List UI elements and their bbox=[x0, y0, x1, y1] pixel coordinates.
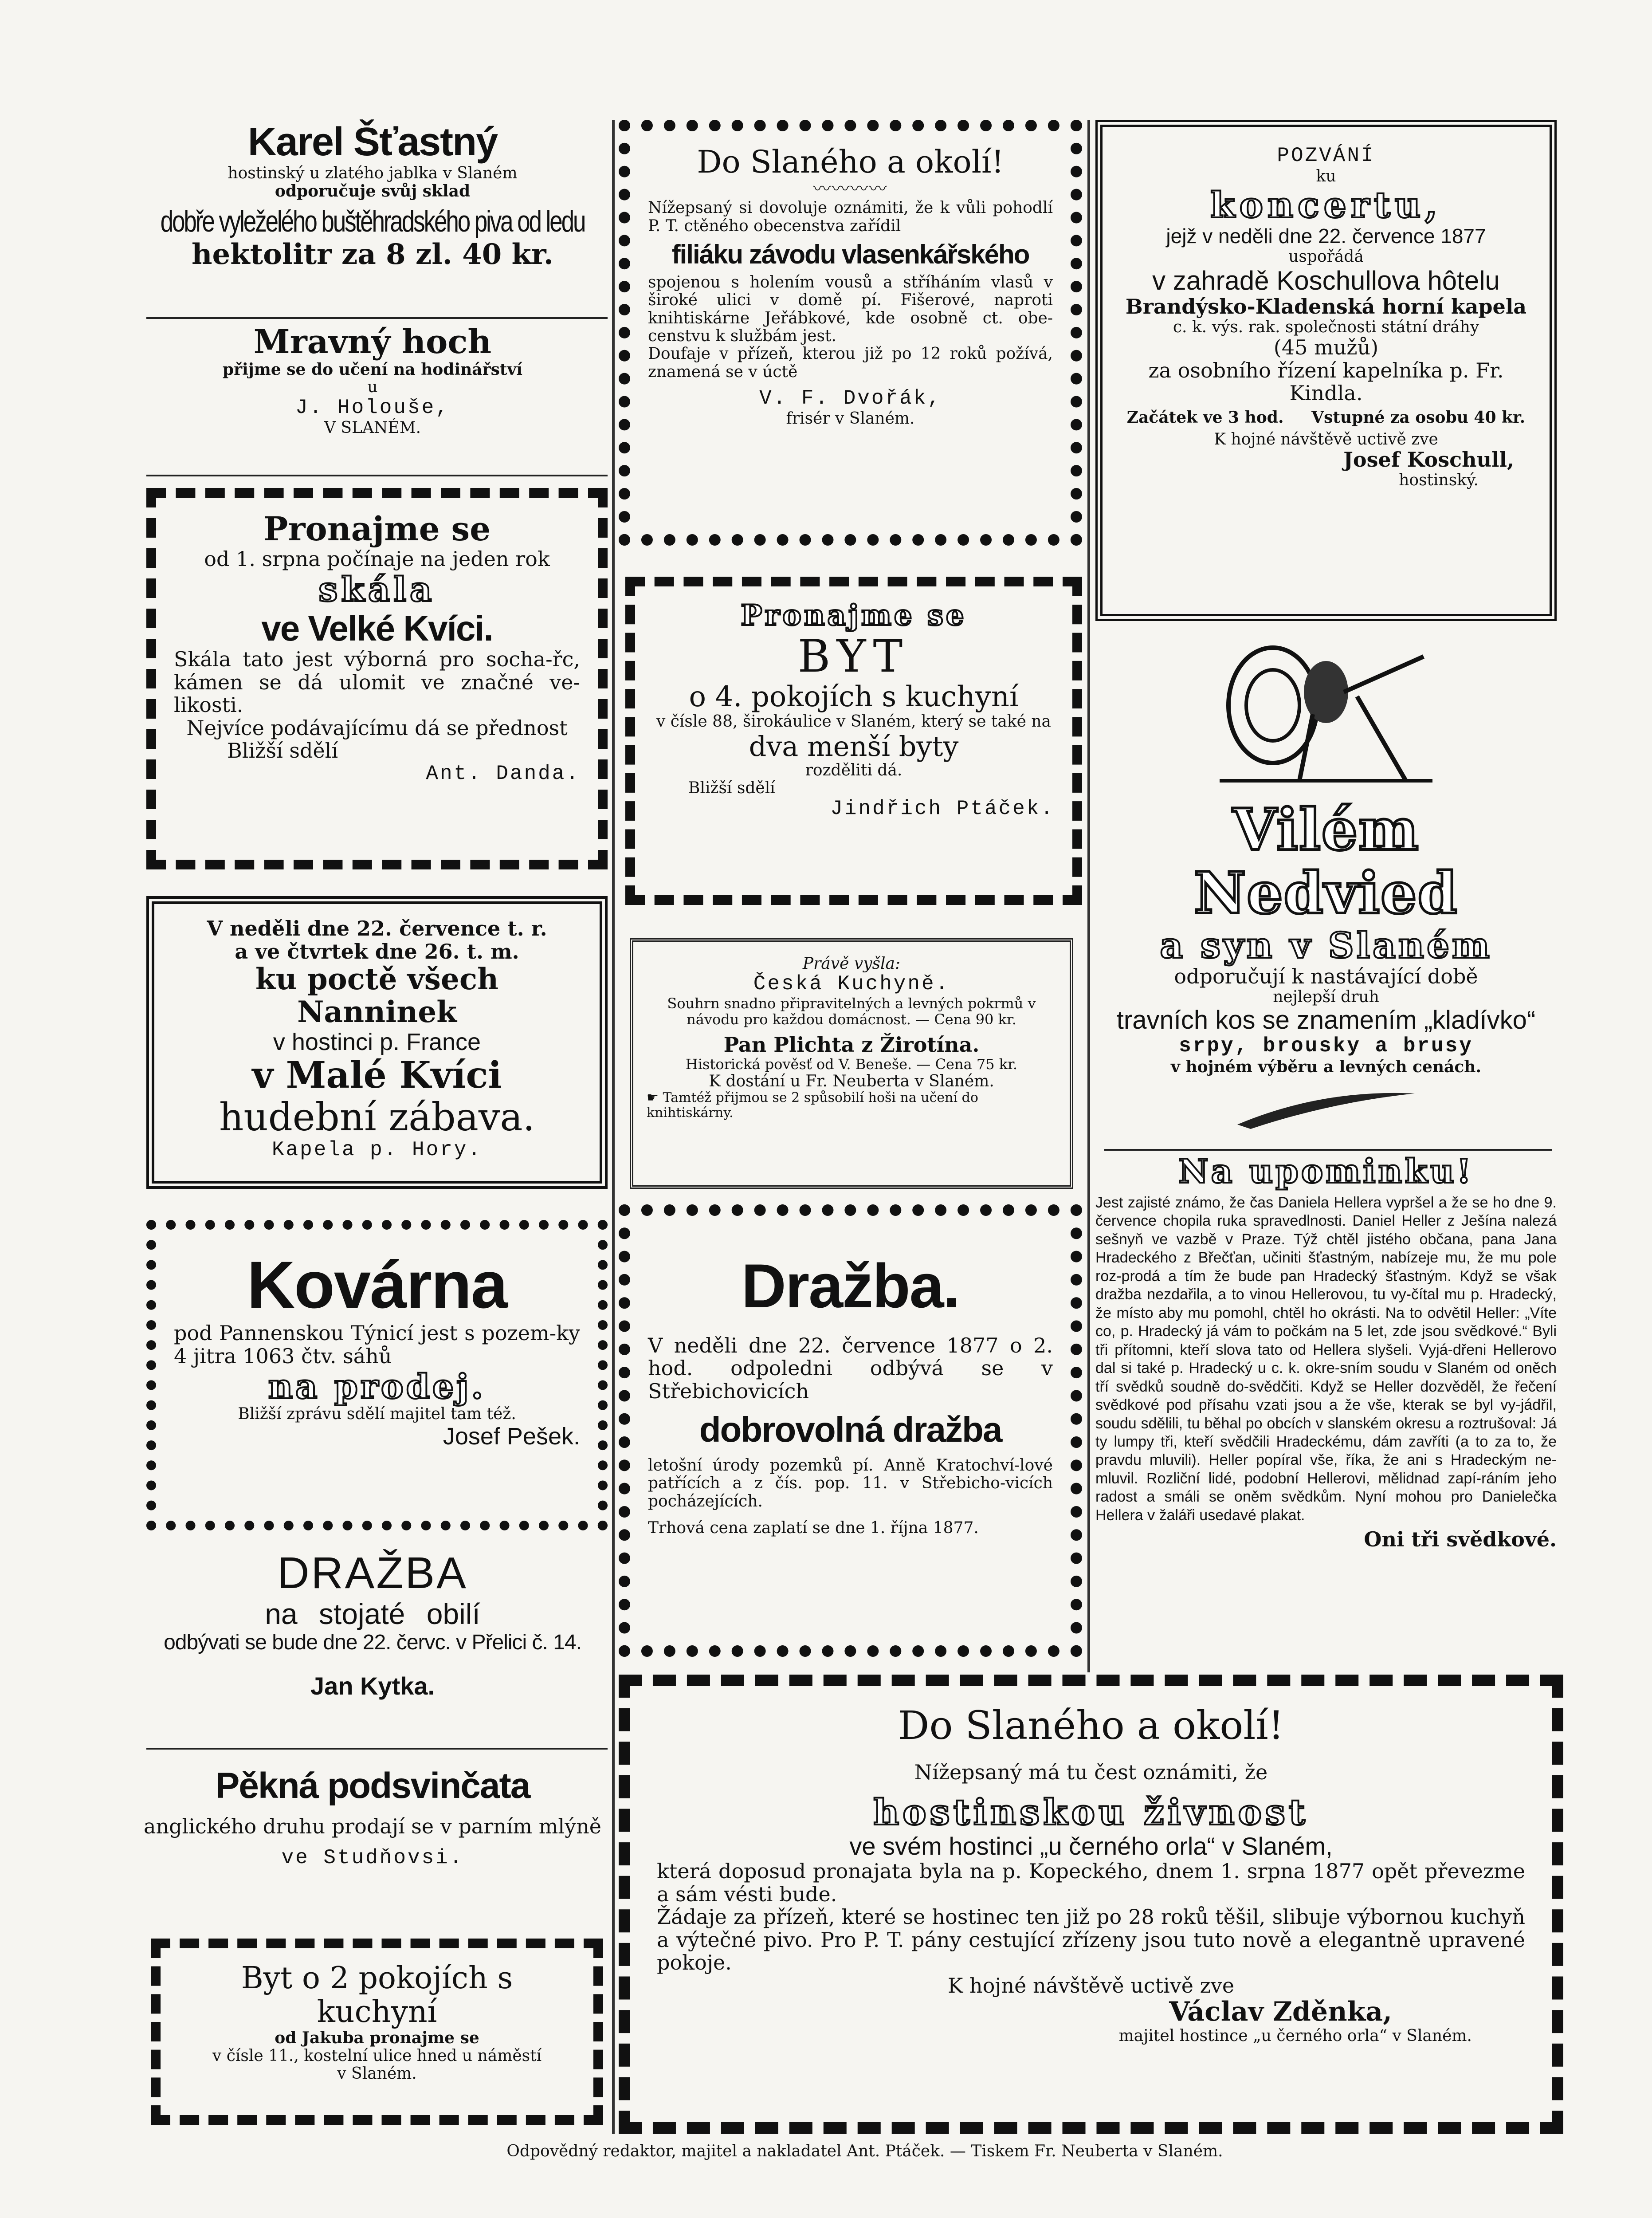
ad-kovarna-sale: na prodej. bbox=[268, 1367, 486, 1407]
ad-drazba-line2: letošní úrody pozemků pí. Anně Kratochví-lové patřících a z čís. pop. 11. v Střebicho-vicích pocházejících. bbox=[648, 1456, 1053, 1510]
column-rule-left bbox=[612, 120, 615, 2134]
ad-nedvied-line3: nejlepší druh bbox=[1273, 987, 1379, 1006]
ad-kovarna-sign: Josef Pešek. bbox=[443, 1423, 580, 1450]
ad-kucharka-line2: Souhrn snadno připravitelných a levných pokrmů v návodu pro každou domácnost. — Cena 90 kr. bbox=[667, 995, 1036, 1028]
ad-nanninek-line3: ku poctě všech Nanninek bbox=[255, 962, 499, 1029]
ad-dvorak-text: spojenou s holením vousů a stříháním vlasů v široké ulici v domě pí. Fišerové, naproti knihtiskárne Jeřábkové, kde osobně ct. obe-censtvu k službám jest. bbox=[648, 273, 1053, 345]
ad-drazba-line1: V neděli dne 22. července 1877 o 2. hod. odpoledni odbývá se v Střebichovicích bbox=[648, 1333, 1053, 1403]
ad-stastny-line3: dobře vyleželého buštěhradského piva od ledu bbox=[160, 204, 585, 239]
ad-byt2-line1: od Jakuba pronajme se bbox=[275, 2029, 479, 2048]
ad-skala-line1: od 1. srpna počínaje na jeden rok bbox=[204, 547, 550, 571]
ad-nedvied-line1: a syn v Slaném bbox=[1160, 924, 1492, 966]
ad-dvorak-divider: 〰〰〰〰 bbox=[813, 179, 888, 200]
ad-orel-line2: ve svém hostinci „u černého orla“ v Slaném, bbox=[849, 1832, 1333, 1860]
ad-skala-title: Pronajme se bbox=[263, 510, 491, 548]
ad-drazba-obili-line1: na stojaté obilí bbox=[265, 1597, 480, 1630]
ad-koncert-line3: jejž v neděli dne 22. července 1877 bbox=[1166, 224, 1486, 248]
ad-kovarna-title: Kovárna bbox=[247, 1247, 507, 1322]
ad-orel bbox=[619, 1675, 1563, 2134]
rule-3 bbox=[146, 1748, 608, 1750]
ad-orel-text3: K hojné návštěvě uctivě zve bbox=[947, 1973, 1235, 1998]
ad-orel-sign: Václav Zděnka, bbox=[1169, 1996, 1392, 2028]
ad-nanninek-line1: V neděli dne 22. července t. r. bbox=[207, 916, 547, 940]
ad-orel-title: Do Slaného a okolí! bbox=[898, 1703, 1284, 1748]
ad-kucharka-title2: Pan Plichta z Žirotína. bbox=[723, 1033, 980, 1057]
ad-skala-word: skála bbox=[318, 570, 436, 610]
ad-skala-place: ve Velké Kvíci. bbox=[261, 608, 493, 648]
ad-byt4-title: Pronajme se bbox=[741, 599, 967, 632]
ad-koncert-line6: Brandýsko-Kladenská horní kapela bbox=[1125, 295, 1527, 319]
ad-skala-sign: Ant. Danda. bbox=[426, 762, 580, 785]
ad-dvorak bbox=[619, 120, 1082, 546]
ad-orel-line1: Nížepsaný má tu čest oznámiti, že bbox=[914, 1760, 1268, 1784]
ad-hoch-place: V SLANÉM. bbox=[324, 419, 421, 437]
ad-podsvincata-line1: anglického druhu prodají se v parním mlýně bbox=[144, 1814, 601, 1838]
ad-kovarna bbox=[146, 1220, 608, 1530]
ad-koncert-line2: ku bbox=[1316, 167, 1336, 185]
ad-koncert-title: koncertu, bbox=[1210, 184, 1442, 226]
ad-stastny-line1: hostinský u zlatého jablka v Slaném bbox=[228, 164, 518, 182]
ad-koncert-line9: za osobního řízení kapelníka p. Fr. Kindla. bbox=[1148, 358, 1504, 405]
ad-dvorak-headline: filiáku závodu vlasenkářského bbox=[671, 239, 1029, 269]
ad-kucharka bbox=[630, 938, 1073, 1189]
ad-hoch-line1: přijme se do učení na hodinářství bbox=[222, 360, 523, 379]
ad-byt4-line1: o 4. pokojích s kuchyní bbox=[689, 680, 1019, 713]
ad-podsvincata-line2: ve Studňovsi. bbox=[281, 1846, 464, 1870]
rule-1 bbox=[146, 317, 608, 319]
ad-drazba-obili bbox=[137, 1548, 608, 1770]
ad-kucharka-title1: Česká Kuchyně. bbox=[753, 972, 950, 996]
column-rule-right bbox=[1087, 120, 1090, 1672]
ad-koncert bbox=[1095, 120, 1557, 621]
ad-hoch-line2: u bbox=[367, 378, 378, 397]
ad-hoch bbox=[137, 324, 608, 470]
ad-byt4-line4: rozděliti dá. bbox=[805, 761, 903, 780]
ad-dvorak-sign: V. F. Dvořák, bbox=[759, 386, 942, 410]
ad-stastny-line4: hektolitr za 8 zl. 40 kr. bbox=[192, 237, 553, 271]
ad-nanninek-line7: Kapela p. Hory. bbox=[271, 1138, 483, 1162]
ad-koncert-line7: c. k. výs. rak. společnosti státní dráhy bbox=[1173, 318, 1479, 336]
ad-dvorak-intro: Nížepsaný si dovoluje oznámiti, že k vůli pohodlí P. T. ctěného obecenstva zařídil bbox=[648, 199, 1053, 235]
ad-drazba-obili-sign: Jan Kytka. bbox=[310, 1671, 435, 1700]
ad-drazba-obili-line2: odbývati se bude dne 22. červc. v Přelici č. 14. bbox=[164, 1630, 581, 1654]
ad-skala-line2: Nejvíce podávajícímu dá se přednost bbox=[186, 716, 568, 740]
pointing-hand-icon: ☛ bbox=[647, 1090, 659, 1106]
ad-hoch-title: Mravný hoch bbox=[253, 323, 492, 361]
ad-drazba bbox=[619, 1204, 1082, 1657]
ad-byt2 bbox=[151, 1939, 603, 2125]
ad-nedvied bbox=[1095, 639, 1557, 1149]
footer bbox=[399, 2143, 1330, 2169]
ad-upominka bbox=[1095, 1153, 1557, 1664]
ad-dvorak-sign2: frisér v Slaném. bbox=[786, 409, 915, 428]
ad-koncert-line10: Začátek ve 3 hod. bbox=[1126, 408, 1284, 427]
ad-kucharka-line1: Právě vyšla: bbox=[802, 955, 901, 973]
rule-2 bbox=[146, 475, 608, 476]
ad-podsvincata-title: Pěkná podsvinčata bbox=[215, 1766, 530, 1806]
ad-kucharka-line5: Tamtéž přijmou se 2 spůsobilí hoši na učení do knihtiskárny. bbox=[647, 1090, 978, 1121]
ad-nedvied-line5: srpy, brousky a brusy bbox=[1179, 1034, 1473, 1058]
ad-orel-text: která doposud pronajata byla na p. Kopeckého, dnem 1. srpna 1877 opět převezme a sám vésti bude. bbox=[657, 1859, 1525, 1906]
ad-kucharka-line4: K dostání u Fr. Neuberta v Slaném. bbox=[709, 1072, 994, 1090]
ad-byt2-line3: v Slaném. bbox=[337, 2064, 417, 2083]
ad-nanninek-line2: a ve čtvrtek dne 26. t. m. bbox=[235, 939, 519, 963]
ad-stastny-line2: odporučuje svůj sklad bbox=[275, 182, 471, 201]
ad-koncert-line1: POZVÁNÍ bbox=[1277, 144, 1375, 167]
ad-koncert-line4: uspořádá bbox=[1288, 247, 1364, 266]
ad-koncert-line8: (45 mužů) bbox=[1273, 335, 1379, 360]
ad-nedvied-line6: v hojném výběru a levných cenách. bbox=[1171, 1057, 1481, 1076]
ad-skala-text: Skála tato jest výborná pro socha-řc, kámen se dá ulomit ve značné ve-likosti. bbox=[174, 647, 580, 717]
ad-byt4-sign: Jindřich Ptáček. bbox=[830, 797, 1055, 820]
ad-koncert-sign: Josef Koschull, bbox=[1343, 448, 1514, 472]
ad-skala-line3: Bližší sdělí bbox=[227, 739, 338, 763]
ad-byt4-line5: Bližší sdělí bbox=[688, 779, 775, 798]
ad-dvorak-text2: Doufaje v přízeň, kterou již po 12 roků požívá, znamená se v úctě bbox=[648, 345, 1053, 381]
ad-hoch-name: J. Holouše, bbox=[295, 396, 450, 419]
ad-koncert-line11: Vstupné za osobu 40 kr. bbox=[1311, 408, 1526, 427]
footer-text: Odpovědný redaktor, majitel a nakladatel Ant. Ptáček. — Tiskem Fr. Neuberta v Slaném. bbox=[506, 2142, 1223, 2160]
ad-stastny bbox=[137, 120, 608, 315]
scythe-illustration bbox=[1233, 1085, 1419, 1133]
ad-skala bbox=[146, 488, 608, 869]
ad-upominka-text: Jest zajisté známo, že čas Daniela Hellera vypršel a že se ho dne 9. července chopila ruka spravedlnosti. Daniel Heller z Ješína nalezá sešnyň ve vazbě v Praze. Týž chtěl jistého občana, pana Jana Hradeckého z Břečťan, učiniti šťastným, nabízeje mu, že mu pole roz-prodá a tím že bude pan Hradecký šťastným. Když se však dražba nezdařila, a to vinou Hellerovou, tu vy-čítal mu p. Hradecký, že místo aby mu pomohl, chtěl ho okrásti. Na to odvětil Heller: „Víte co, p. Hradecký já vám to počkám na 5 let, zde jsou svědkové.“ Byli tři přítomni, kteří slova tato od Hellera slyšeli. Vyjá-dřeni Hellerovo dal si také p. Hradecký u c. k. okre-sním soudu v Slaném od oněch tří svědků soudně do-svědčiti. Když se Heller dozvěděl, že řečení svědkové pod přísahu vzati jsou a že vše, kterak se byl vy-jádřil, soudu sdělili, tu běhal po obcích v slanském okresu a roztrušoval: Já ty lumpy tři, kteří svědčili Hradeckému, dám zavříti (a to za to, že pravdu mluvili). Heller popíral vše, říka, že ani s Hradeckým ne-mluvil. Rozliční lidé, podobní Hellerovi, mělidnad zapí-ráním jeho radost a smáli se oněm svědkům. Nyní mohou pro Danielečka Hellera v žaláři usedavé plakat. bbox=[1095, 1194, 1557, 1524]
ad-nedvied-line4: travních kos se znamením „kladívko“ bbox=[1116, 1006, 1536, 1035]
ad-nanninek bbox=[146, 896, 608, 1189]
ad-dvorak-title: Do Slaného a okolí! bbox=[697, 144, 1004, 180]
ad-orel-text2: Žádaje za přízeň, které se hostinec ten již po 28 roků těšil, slibuje výbornou kuchyň a výtečné pivo. Pro P. T. pány cestující zřízeny jsou tuto nově a elegantně upravené pokoje. bbox=[657, 1905, 1525, 1975]
ad-nanninek-line5: v Malé Kvíci bbox=[252, 1054, 502, 1097]
ad-byt2-line2: v čísle 11., kostelní ulice hned u náměstí bbox=[212, 2046, 542, 2065]
ad-orel-sign2: majitel hostince „u černého orla“ v Slaném. bbox=[1118, 2026, 1472, 2045]
ad-kovarna-line2: Bližší zprávu sdělí majitel tam též. bbox=[238, 1405, 516, 1424]
ad-podsvincata bbox=[137, 1766, 608, 1930]
ad-nanninek-line4: v hostinci p. France bbox=[273, 1028, 481, 1055]
ad-drazba-title: Dražba. bbox=[741, 1251, 960, 1321]
ad-upominka-title: Na upominku! bbox=[1178, 1152, 1474, 1191]
ad-drazba-obili-title: DRAŽBA bbox=[277, 1548, 468, 1598]
ad-nanninek-line6: hudební zábava. bbox=[219, 1095, 535, 1140]
ad-koncert-sign2: hostinský. bbox=[1399, 471, 1479, 489]
ad-upominka-sign: Oni tři svědkové. bbox=[1364, 1527, 1557, 1552]
rule-4 bbox=[1104, 1149, 1552, 1151]
ad-byt2-title: Byt o 2 pokojích s kuchyní bbox=[241, 1961, 513, 2030]
grindstone-illustration bbox=[1211, 639, 1441, 790]
ad-nedvied-line2: odporučují k nastávající době bbox=[1174, 964, 1478, 989]
ad-drazba-line3: Trhová cena zaplatí se dne 1. října 1877. bbox=[648, 1518, 979, 1537]
ad-stastny-name: Karel Šťastný bbox=[247, 120, 498, 164]
ad-byt4-line3: dva menší byty bbox=[749, 730, 959, 763]
ad-byt4-word: BYT bbox=[797, 630, 910, 682]
ad-nedvied-name: Vilém Nedvied bbox=[1194, 797, 1458, 927]
ad-byt4-line2: v čísle 88, širokáulice v Slaném, který se také na bbox=[656, 712, 1052, 731]
ad-koncert-line12: K hojné návštěvě uctivě zve bbox=[1214, 430, 1438, 449]
ad-kucharka-line3: Historická pověsť od V. Beneše. — Cena 75 kr. bbox=[685, 1056, 1018, 1073]
ad-drazba-headline: dobrovolná dražba bbox=[699, 1410, 1002, 1450]
ad-kovarna-text: pod Pannenskou Týnicí jest s pozem-ky 4 jitra 1063 čtv. sáhů bbox=[174, 1321, 580, 1368]
ad-orel-headline: hostinskou živnost bbox=[873, 1791, 1309, 1833]
ad-byt4 bbox=[625, 577, 1082, 905]
ad-koncert-line5: v zahradě Koschullova hôtelu bbox=[1152, 266, 1500, 296]
